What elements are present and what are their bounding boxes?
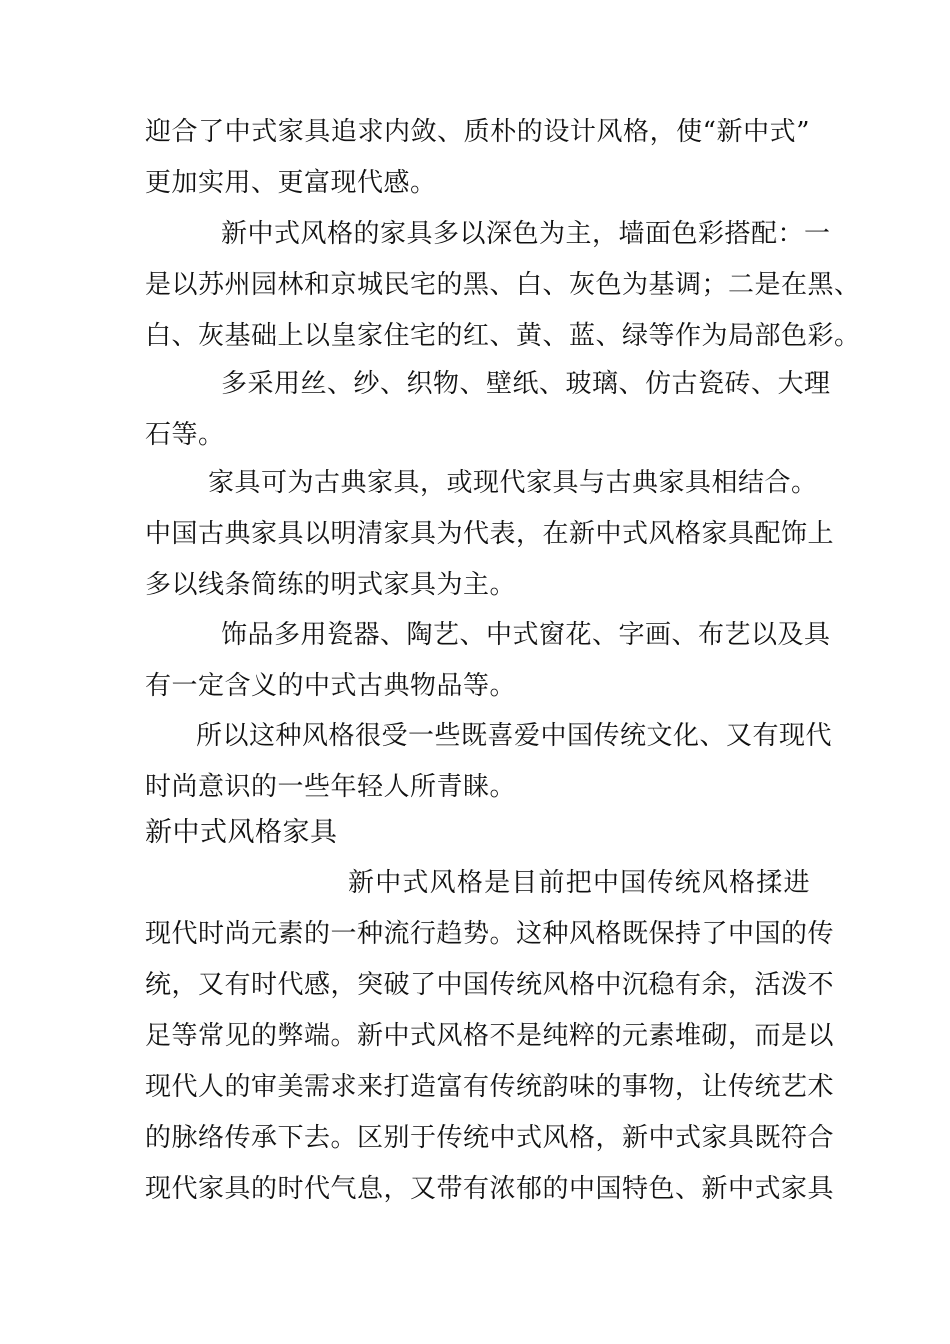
paragraph-line: 石等。 <box>145 420 225 450</box>
paragraph-line: 的脉络传承下去。区别于传统中式风格，新中式家具既符合 <box>145 1123 835 1153</box>
paragraph-line: 是以苏州园林和京城民宅的黑、白、灰色为基调；二是在黑、 <box>145 270 861 300</box>
paragraph-line: 饰品多用瓷器、陶艺、中式窗花、字画、布艺以及具 <box>221 620 831 650</box>
paragraph-line: 所以这种风格很受一些既喜爱中国传统文化、又有现代 <box>196 721 833 751</box>
paragraph-line: 足等常见的弊端。新中式风格不是纯粹的元素堆砌，而是以 <box>145 1021 835 1051</box>
paragraph-line: 迎合了中式家具追求内敛、质朴的设计风格，使“新中式” <box>145 117 810 147</box>
paragraph-line: 有一定含义的中式古典物品等。 <box>145 671 517 701</box>
paragraph-line: 家具可为古典家具，或现代家具与古典家具相结合。 <box>208 468 818 498</box>
paragraph-line: 现代时尚元素的一种流行趋势。这种风格既保持了中国的传 <box>145 919 835 949</box>
paragraph-line: 新中式风格是目前把中国传统风格揉进 <box>348 868 810 898</box>
paragraph-line: 现代人的审美需求来打造富有传统韵味的事物，让传统艺术 <box>145 1072 835 1102</box>
paragraph-line: 现代家具的时代气息，又带有浓郁的中国特色、新中式家具 <box>145 1174 835 1204</box>
paragraph-line: 多采用丝、纱、织物、壁纸、玻璃、仿古瓷砖、大理 <box>221 369 831 399</box>
paragraph-line: 多以线条简练的明式家具为主。 <box>145 570 517 600</box>
paragraph-line: 新中式风格的家具多以深色为主，墙面色彩搭配：一 <box>221 219 831 249</box>
paragraph-line: 中国古典家具以明清家具为代表，在新中式风格家具配饰上 <box>145 519 835 549</box>
section-heading: 新中式风格家具 <box>145 817 338 848</box>
paragraph-line: 时尚意识的一些年轻人所青睐。 <box>145 772 517 802</box>
paragraph-line: 统，又有时代感，突破了中国传统风格中沉稳有余，活泼不 <box>145 970 835 1000</box>
paragraph-line: 更加实用、更富现代感。 <box>145 168 437 198</box>
paragraph-line: 白、灰基础上以皇家住宅的红、黄、蓝、绿等作为局部色彩。 <box>145 321 861 351</box>
